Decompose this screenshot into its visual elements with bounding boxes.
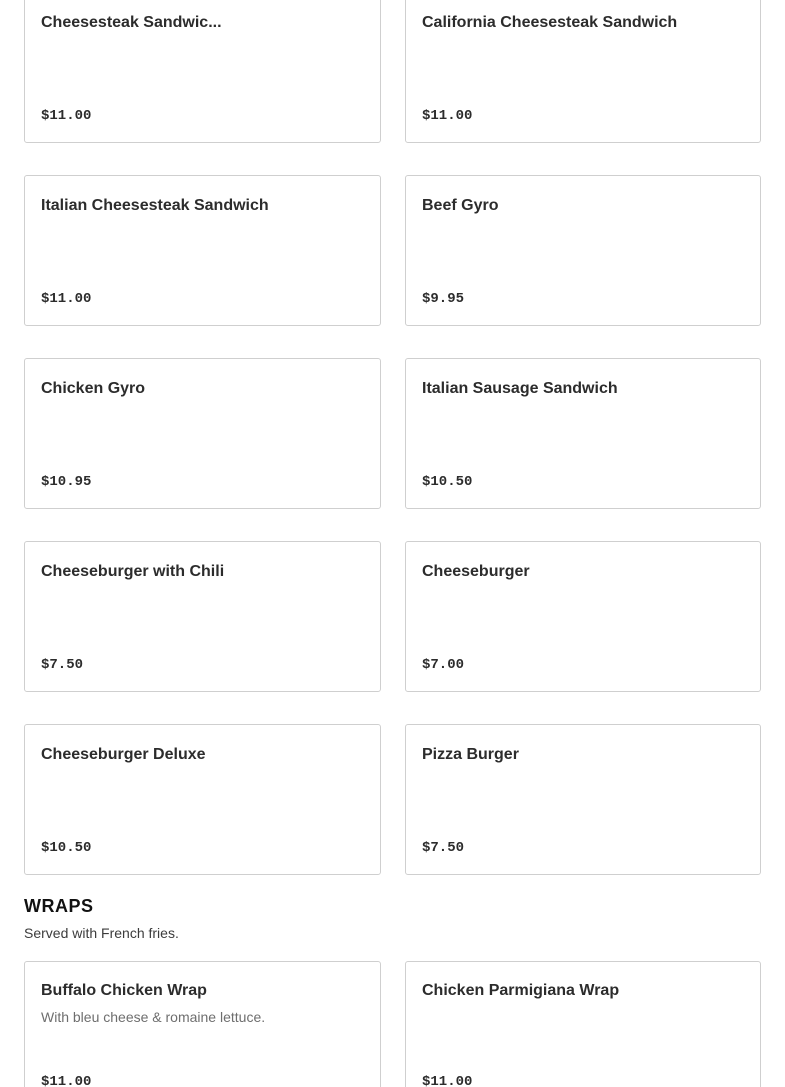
menu-item-card[interactable]: [405, 175, 761, 326]
item-price: $11.00: [41, 291, 92, 307]
menu-item-grid: [24, 0, 761, 875]
item-name: California Cheesesteak Sandwich: [422, 14, 678, 31]
item-description: With bleu cheese & romaine lettuce.: [41, 1009, 266, 1025]
menu-item-card[interactable]: [24, 724, 381, 875]
item-name: Cheeseburger with Chili: [41, 563, 225, 580]
item-name: Chicken Parmigiana Wrap: [422, 982, 620, 999]
item-price: $7.50: [41, 657, 84, 673]
item-name: Beef Gyro: [422, 197, 499, 214]
menu-item-card[interactable]: [24, 358, 381, 509]
item-price: $9.95: [422, 291, 465, 307]
item-price: $11.00: [422, 1074, 473, 1087]
menu-item-card[interactable]: [405, 724, 761, 875]
menu-item-card[interactable]: [405, 0, 761, 143]
menu-item-card[interactable]: [24, 541, 381, 692]
item-name: Cheeseburger: [422, 563, 530, 580]
menu-item-card[interactable]: [24, 0, 381, 143]
item-name: Cheesesteak Sandwic...: [41, 14, 222, 31]
section-subtitle: Served with French fries.: [24, 925, 179, 941]
item-name: Buffalo Chicken Wrap: [41, 982, 207, 999]
item-name: Italian Sausage Sandwich: [422, 380, 618, 397]
wraps-item-grid: [24, 961, 761, 1087]
item-price: $10.50: [422, 474, 473, 490]
item-price: $11.00: [422, 108, 473, 124]
menu-item-card[interactable]: [405, 961, 761, 1087]
wraps-section-header: [24, 895, 179, 942]
menu-item-card[interactable]: [405, 541, 761, 692]
menu-item-card[interactable]: [24, 175, 381, 326]
item-name: Cheeseburger Deluxe: [41, 746, 206, 763]
section-title: WRAPS: [24, 896, 94, 916]
item-price: $7.00: [422, 657, 465, 673]
item-name: Chicken Gyro: [41, 380, 146, 397]
item-name: Italian Cheesesteak Sandwich: [41, 197, 269, 214]
item-name: Pizza Burger: [422, 746, 519, 763]
item-price: $10.50: [41, 840, 92, 856]
item-price: $7.50: [422, 840, 465, 856]
menu-item-card[interactable]: [405, 358, 761, 509]
item-price: $10.95: [41, 474, 92, 490]
item-price: $11.00: [41, 108, 92, 124]
item-price: $11.00: [41, 1074, 92, 1087]
menu-item-card[interactable]: [24, 961, 381, 1087]
